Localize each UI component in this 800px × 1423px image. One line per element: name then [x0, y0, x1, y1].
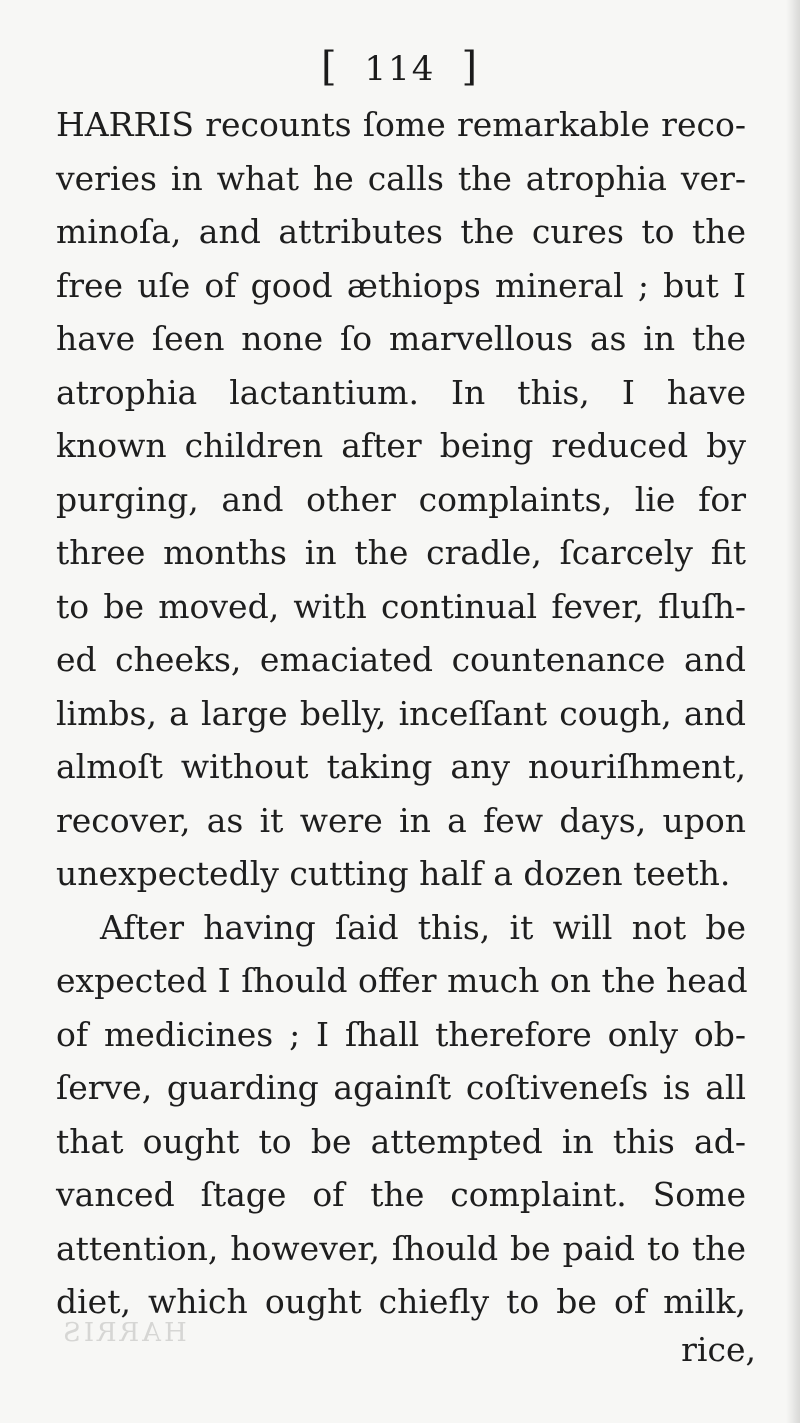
text-line: ſerve, guarding againſt coſtiveneſs is all: [56, 1068, 746, 1107]
text-line: have ſeen none ſo marvellous as in the: [56, 319, 746, 358]
text-line: expected I ſhould offer much on the head: [56, 961, 748, 1000]
text-line: of medicines ; I ſhall therefore only ob-: [56, 1014, 746, 1054]
text-line: that ought to be attempted in this ad-: [56, 1121, 746, 1161]
text-line: unexpectedly cutting half a dozen teeth.: [56, 854, 731, 893]
text-line: free uſe of good æthiops mineral ; but I: [56, 265, 746, 305]
text-line: atrophia lactantium. In this, I have: [56, 372, 746, 412]
text-line: almoſt without taking any nouriſhment,: [56, 747, 746, 786]
text-line: ed cheeks, emaciated countenance and: [56, 640, 746, 679]
catchword: rice,: [681, 1330, 756, 1369]
body-text: [56, 98, 746, 1329]
text-line: minoſa, and attributes the cures to the: [56, 212, 746, 251]
text-line: purging, and other complaints, lie for: [56, 479, 746, 519]
text-line: three months in the cradle, ſcarcely fit: [56, 533, 746, 572]
page-number-header: [0, 44, 800, 90]
text-line: HARRIS recounts ſome remarkable reco-: [56, 105, 746, 144]
text-line: attention, however, ſhould be paid to the: [56, 1228, 746, 1268]
scan-shadow-edge: [786, 0, 800, 1423]
text-line: limbs, a large belly, inceſſant cough, and: [56, 693, 746, 733]
text-line: veries in what he calls the atrophia ver-: [56, 158, 746, 198]
text-line: to be moved, with continual fever, fluſh-: [56, 586, 746, 626]
text-line: vanced ſtage of the complaint. Some: [56, 1175, 746, 1214]
show-through-text: HARRIS: [60, 1318, 187, 1348]
text-line: diet, which ought chiefly to be of milk,: [56, 1282, 746, 1321]
page-number: 114: [364, 49, 436, 89]
text-line: known children after being reduced by: [56, 426, 746, 465]
text-line: recover, as it were in a few days, upon: [56, 800, 746, 840]
open-bracket: [: [320, 44, 339, 90]
text-line: After having ſaid this, it will not be: [100, 907, 746, 947]
close-bracket: ]: [461, 44, 480, 90]
